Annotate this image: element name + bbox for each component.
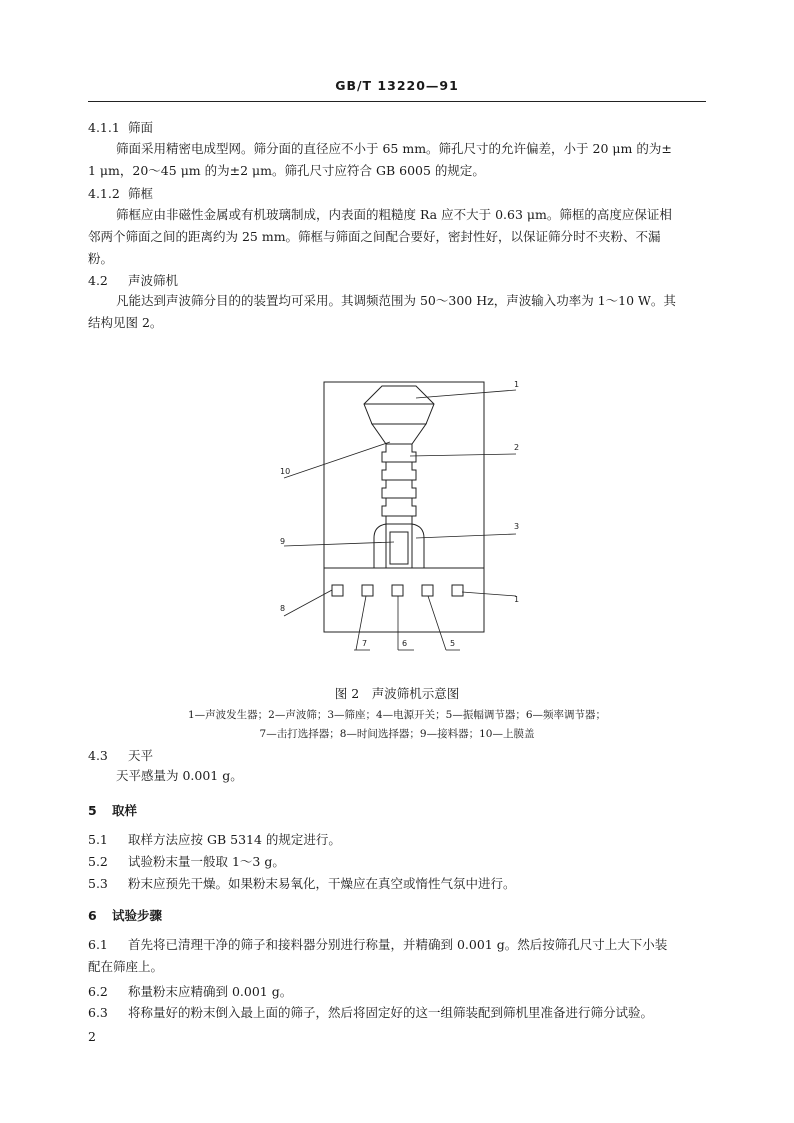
text-line: 首先将已清理干净的筛子和接料器分别进行称量，并精确到 0.001 g。然后按筛孔尺寸上大下小装 [128, 937, 668, 952]
heading-number: 4.1.1 [88, 120, 120, 135]
text-line: 筛框应由非磁性金属或有机玻璃制成，内表面的粗糙度 Ra 应不大于 0.63 μm。筛框的高度应保证相 [116, 207, 672, 222]
figure-legend-line-1: 1—声波发生器；2—声波筛；3—筛座；4—电源开关；5—振幅调节器；6—频率调节器； [187, 709, 607, 721]
text-line: 1 μm，20～45 μm 的为±2 μm。筛孔尺寸应符合 GB 6005 的规定。 [88, 163, 485, 178]
item-number: 5.3 [88, 876, 108, 891]
text-line: 配在筛座上。 [88, 959, 164, 974]
header-rule [88, 101, 706, 102]
item-5-2 [88, 853, 285, 871]
item-text: 称量粉末应精确到 0.001 g。 [128, 984, 293, 999]
heading-number: 4.2 [88, 273, 108, 288]
label-3: 3 [514, 522, 520, 531]
item-number: 6.3 [88, 1005, 108, 1020]
label-9: 9 [280, 537, 286, 546]
paragraph-4-3 [88, 765, 706, 787]
heading-title: 筛框 [128, 186, 154, 201]
item-number: 5.2 [88, 854, 108, 869]
label-5: 5 [450, 639, 456, 648]
figure-caption: 图 2 声波筛机示意图 [334, 686, 460, 701]
paragraph-4-1-2 [88, 204, 706, 270]
heading-title: 取样 [112, 803, 138, 818]
item-6-2 [88, 983, 292, 1001]
item-number: 6.1 [88, 937, 108, 952]
heading-number: 4.1.2 [88, 186, 120, 201]
text-line: 邻两个筛面之间的距离约为 25 mm。筛框与筛面之间配合要好，密封性好，以保证筛分时不夹粉、不漏 [88, 229, 661, 244]
sonic-generator-cone [364, 386, 434, 424]
heading-title: 筛面 [128, 120, 154, 135]
receiver [390, 532, 408, 564]
text-line: 筛面采用精密电成型网。筛分面的直径应不小于 65 mm。筛孔尺寸的允许偏差，小于 20 μm 的为± [116, 141, 672, 156]
item-text: 试验粉末量一般取 1～3 g。 [128, 854, 285, 869]
heading-number: 5 [88, 803, 97, 818]
heading-title: 天平 [128, 748, 154, 763]
label-8: 8 [280, 604, 286, 613]
item-6-1 [88, 934, 706, 978]
sieve-base [374, 524, 424, 568]
heading-number: 4.3 [88, 748, 108, 763]
item-5-3 [88, 875, 516, 893]
text-line: 凡能达到声波筛分目的的装置均可采用。其调频范围为 50～300 Hz，声波输入功率为 1～10 W。其 [116, 293, 676, 308]
item-number: 6.2 [88, 984, 108, 999]
label-10: 10 [280, 467, 291, 476]
label-1-bottom: 1 [514, 595, 520, 604]
leader-lines [284, 390, 516, 650]
label-2: 2 [514, 443, 520, 452]
heading-5 [88, 802, 137, 820]
item-text: 粉末应预先干燥。如果粉末易氧化，干燥应在真空或惰性气氛中进行。 [128, 876, 516, 891]
heading-4-1-2 [88, 185, 153, 203]
heading-4-3 [88, 747, 153, 765]
standard-code-header: GB/T 13220—91 [335, 78, 459, 93]
label-7: 7 [362, 639, 368, 648]
label-6: 6 [402, 639, 408, 648]
heading-6 [88, 907, 162, 925]
heading-4-1-1 [88, 119, 153, 137]
paragraph-4-1-1 [88, 138, 706, 182]
text-line: 结构见图 2。 [88, 315, 163, 330]
item-number: 5.1 [88, 832, 108, 847]
figure-legend-line-2: 7—击打选择器；8—时间选择器；9—接料器；10—上膜盖 [259, 728, 535, 740]
paragraph-4-2 [88, 290, 706, 334]
heading-number: 6 [88, 908, 97, 923]
item-5-1 [88, 831, 341, 849]
heading-title: 试验步骤 [112, 908, 163, 923]
control-panel-box [324, 568, 484, 632]
item-text: 取样方法应按 GB 5314 的规定进行。 [128, 832, 341, 847]
text-line: 天平感量为 0.001 g。 [116, 768, 243, 783]
heading-title: 声波筛机 [128, 273, 179, 288]
heading-4-2 [88, 272, 178, 290]
item-6-3 [88, 1004, 653, 1022]
text-line: 粉。 [88, 251, 114, 266]
page-number: 2 [88, 1029, 96, 1044]
machine-upper-housing [324, 382, 484, 568]
upper-membrane-cover [372, 424, 426, 444]
control-buttons [332, 585, 463, 596]
sonic-sieve-diagram [270, 370, 530, 670]
label-1: 1 [514, 380, 520, 389]
item-text: 将称量好的粉末倒入最上面的筛子，然后将固定好的这一组筛装配到筛机里准备进行筛分试验。 [128, 1005, 654, 1020]
